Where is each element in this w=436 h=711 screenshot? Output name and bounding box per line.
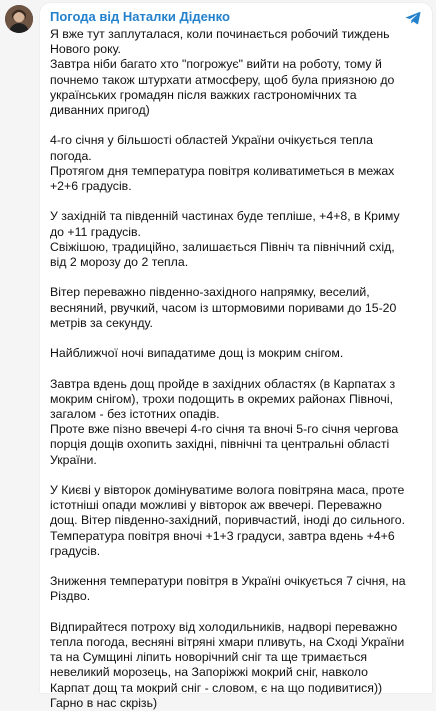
message-paragraph: Найближчої ночі випадатиме дощ із мокрим снігом.: [50, 346, 344, 361]
channel-name-link[interactable]: Погода від Наталки Діденко: [50, 9, 230, 24]
message-paragraph: Я вже тут заплуталася, коли починається робочий тиждень Нового року. Завтра ніби багато хто "погрожує" вийти на роботу, тому й почнемо також штурхати атмосферу, щоб була приязною до українських громадян після важких гастрономічних та диванних пригод): [50, 27, 395, 118]
message-paragraph: Вітер переважно південно-західного напрямку, веселий, весняний, рвучкий, часом із штормовими поривами до 15-20 метрів за секунду.: [50, 285, 397, 330]
message-paragraph: Відпирайтеся потроху від холодильників, надворі переважно тепла погода, весняні вітряні хмари пливуть, на Сході України та на Сумщині ліпить новорічний сніг та ще тримається невеликий морозець, на Запоріжжі мокрий сніг, навколо Карпат дощ та мокрий сніг - словом, є на що подивитися)) Гарно в нас скрізь): [50, 619, 405, 710]
message-paragraph: 4-го січня у більшості областей України очікується тепла погода. Протягом дня температура повітря коливатиметься в межах +2+6 градусів.: [50, 133, 395, 194]
message-bubble: [40, 3, 432, 710]
message-paragraph: Завтра вдень дощ пройде в західних областях (в Карпатах з мокрим снігом), трохи подощить в окремих районах Півночі, загалом - без істотних опадів. Проте вже пізно ввечері 4-го січня та вночі 5-го січня чергова порція дощів охопить західні, північні та центральні області України.: [50, 376, 399, 467]
message-text: [50, 27, 422, 711]
message-paragraph: Зниження температури повітря в Україні очікується 7 січня, на Різдво.: [50, 574, 406, 604]
message-paragraph: У Києві у вівторок домінуватиме волога повітряна маса, проте істотніші опади можливі у вівторок аж ввечері. Переважно дощ. Вітер південно-західний, поривчастий, іноді до сильного. Температура повітря вночі +1+3 градуси, завтра вдень +4+6 градусів.: [50, 483, 406, 558]
message-paragraph: У західній та південній частинах буде тепліше, +4+8, в Криму до +11 градусів. Свіжішою, традиційно, залишається Північ та північний схід, від 2 морозу до 2 тепла.: [50, 209, 400, 270]
telegram-icon[interactable]: [404, 9, 422, 27]
avatar-portrait-icon: [5, 5, 33, 33]
channel-avatar[interactable]: [5, 5, 33, 33]
